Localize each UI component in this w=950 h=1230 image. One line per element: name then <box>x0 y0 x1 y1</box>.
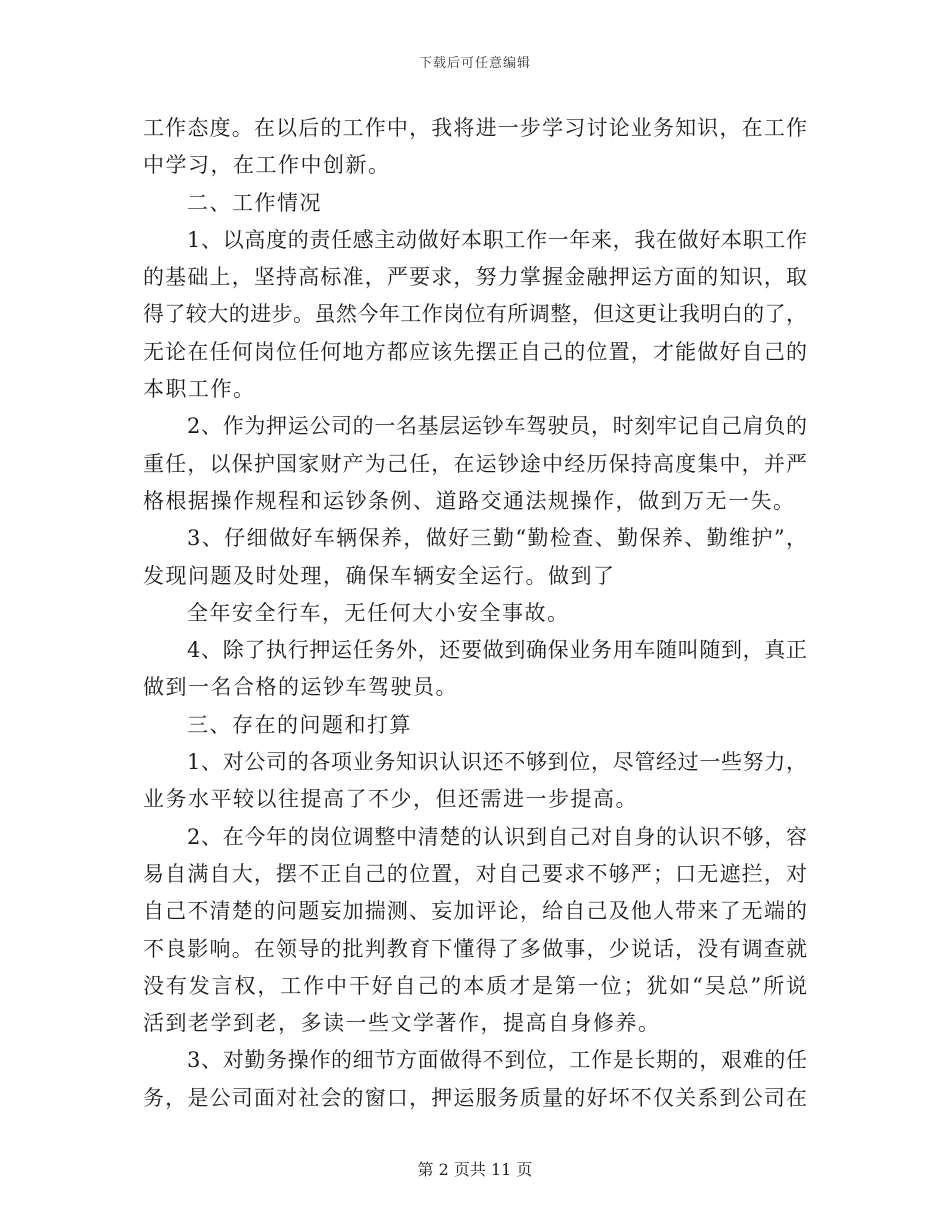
text-line: 得了较大的进步。虽然今年工作岗位有所调整，但这更让我明白的了， <box>143 302 807 327</box>
text-line: 不良影响。在领导的批判教育下懂得了多做事，少说话，没有调查就 <box>143 936 807 961</box>
page-number: 第 2 页共 11 页 <box>417 1160 533 1179</box>
document-body <box>143 110 807 1117</box>
text-line: 活到老学到老，多读一些文学著作，提高自身修养。 <box>143 1011 661 1036</box>
text-line: 中学习，在工作中创新。 <box>143 153 391 178</box>
paragraph-first-line: 1、对公司的各项业务知识认识还不够到位，尽管经过一些努力， <box>187 750 807 775</box>
section-heading: 三、存在的问题和打算 <box>187 712 412 737</box>
text-line: 重任，以保护国家财产为己任，在运钞途中经历保持高度集中，并严 <box>143 451 807 476</box>
text-line: 本职工作。 <box>143 377 256 402</box>
paragraph-first-line: 2、作为押运公司的一名基层运钞车驾驶员，时刻牢记自己肩负的 <box>187 414 807 439</box>
text-line: 没有发言权，工作中干好自己的本质才是第一位；犹如“吴总”所说 <box>143 973 807 998</box>
text-line: 务，是公司面对社会的窗口，押运服务质量的好坏不仅关系到公司在 <box>143 1085 807 1110</box>
text-line: 的基础上，坚持高标准，严要求，努力掌握金融押运方面的知识，取 <box>143 265 807 290</box>
text-line: 做到一名合格的运钞车驾驶员。 <box>143 675 458 700</box>
paragraph-first-line: 3、仔细做好车辆保养，做好三勤“勤检查、勤保养、勤维护”， <box>187 526 807 551</box>
text-line: 格根据操作规程和运钞条例、道路交通法规操作，做到万无一失。 <box>143 488 796 513</box>
paragraph-first-line: 1、以高度的责任感主动做好本职工作一年来，我在做好本职工作 <box>187 227 807 252</box>
section-heading: 二、工作情况 <box>187 190 322 215</box>
text-line: 业务水平较以往提高了不少，但还需进一步提高。 <box>143 787 638 812</box>
text-line: 自己不清楚的问题妄加揣测、妄加评论，给自己及他人带来了无端的 <box>143 899 807 924</box>
text-line: 工作态度。在以后的工作中，我将进一步学习讨论业务知识，在工作 <box>143 116 807 140</box>
text-line: 发现问题及时处理，确保车辆安全运行。做到了 <box>143 563 616 588</box>
paragraph-first-line: 2、在今年的岗位调整中清楚的认识到自己对自身的认识不够，容 <box>187 824 807 849</box>
paragraph-first-line: 4、除了执行押运任务外，还要做到确保业务用车随叫随到，真正 <box>187 638 807 663</box>
text-line: 无论在任何岗位任何地方都应该先摆正自己的位置，才能做好自己的 <box>143 339 807 364</box>
page-header: 下载后可任意编辑 <box>418 56 531 71</box>
paragraph-first-line: 3、对勤务操作的细节方面做得不到位，工作是长期的，艰难的任 <box>187 1048 807 1073</box>
paragraph-first-line: 全年安全行车，无任何大小安全事故。 <box>187 600 570 625</box>
text-line: 易自满自大，摆不正自己的位置，对自己要求不够严；口无遮拦，对 <box>143 861 807 886</box>
